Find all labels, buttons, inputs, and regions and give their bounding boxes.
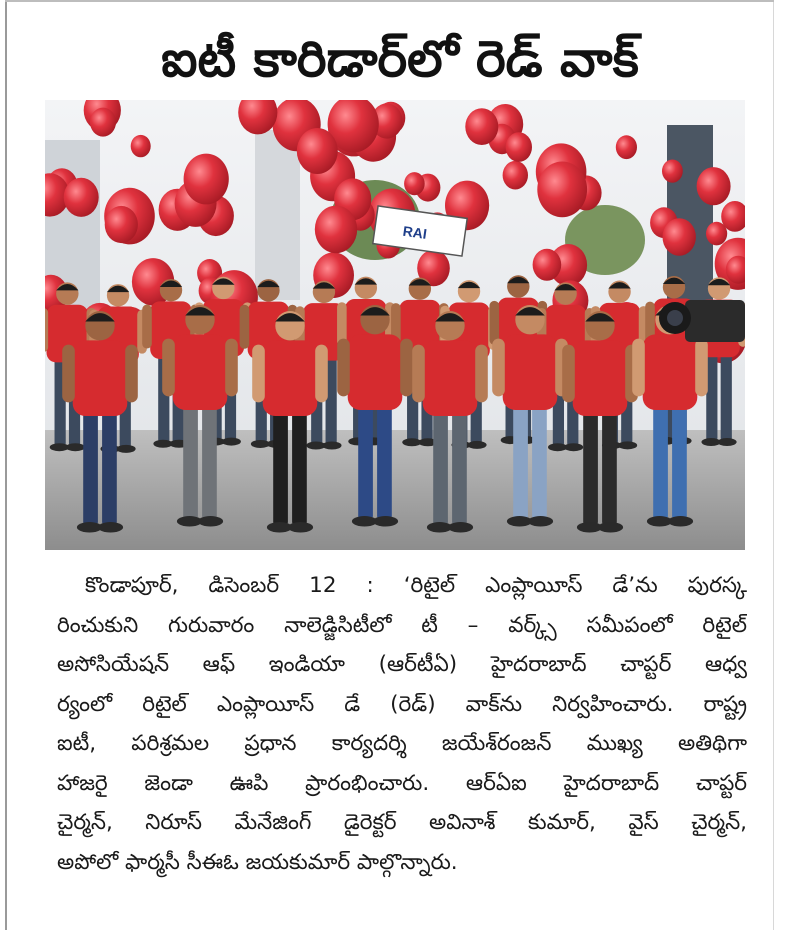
person-shoe bbox=[98, 522, 123, 533]
person-arm bbox=[142, 305, 152, 349]
person-arm bbox=[632, 339, 645, 397]
person-leg bbox=[377, 405, 392, 521]
red-balloon bbox=[315, 206, 357, 254]
red-walk-photo-illustration bbox=[45, 100, 745, 550]
banner-text: RAI bbox=[401, 222, 428, 242]
person-shoe bbox=[618, 441, 637, 449]
red-balloon bbox=[131, 135, 151, 157]
person-shoe bbox=[322, 441, 341, 449]
person-leg bbox=[433, 411, 448, 527]
red-balloon bbox=[506, 132, 532, 162]
person-shoe bbox=[116, 445, 135, 453]
article-line: కొండాపూర్, డిసెంబర్ 12 : ‘రిటైల్ ఎంప్లాయీస్ డే’ను పురస్క bbox=[85, 573, 747, 598]
person-arm bbox=[45, 308, 48, 352]
person-arm bbox=[337, 339, 350, 397]
person-arm bbox=[492, 339, 505, 397]
red-balloon bbox=[64, 178, 99, 217]
person-arm bbox=[252, 345, 265, 403]
person-arm bbox=[225, 339, 238, 397]
person-leg bbox=[102, 411, 117, 527]
person-leg bbox=[452, 411, 467, 527]
person-shoe bbox=[564, 443, 583, 451]
person-shirt bbox=[173, 334, 228, 410]
person-leg bbox=[83, 411, 98, 527]
person-leg bbox=[653, 405, 668, 521]
person-leg bbox=[513, 405, 528, 521]
red-balloon bbox=[184, 154, 229, 205]
person-leg bbox=[721, 353, 732, 441]
person-shoe bbox=[528, 516, 553, 527]
article-line: చైర్మన్, నిరూస్ మేనేజింగ్ డైరెక్టర్ అవినాశ్ కుమార్, వైస్ చైర్మన్, bbox=[57, 810, 747, 835]
person-leg bbox=[273, 411, 288, 527]
person-shoe bbox=[448, 522, 473, 533]
article-line: అసోసియేషన్ ఆఫ్ ఇండియా (ఆర్‌టీఏ) హైదరాబాద్ చాప్టర్ ఆధ్వ bbox=[57, 652, 747, 677]
person-leg bbox=[602, 411, 617, 527]
person-leg bbox=[583, 411, 598, 527]
red-balloon bbox=[404, 172, 425, 195]
person-leg bbox=[183, 405, 198, 521]
person-shoe bbox=[66, 443, 85, 451]
person-arm bbox=[315, 345, 328, 403]
red-balloon bbox=[706, 222, 727, 246]
red-balloon bbox=[537, 162, 587, 218]
person-leg bbox=[292, 411, 307, 527]
top-border-rule bbox=[5, 0, 774, 2]
person-shirt bbox=[503, 334, 558, 410]
person-shoe bbox=[598, 522, 623, 533]
person-shirt bbox=[423, 340, 478, 416]
person-shoe bbox=[717, 438, 736, 446]
person-shirt bbox=[73, 340, 128, 416]
article-line: ఐటీ, పరిశ్రమల ప్రధాన కార్యదర్శి జయేశ్‌రంజన్ ముఖ్య అతిథిగా bbox=[57, 731, 747, 756]
headline: ఐటీ కారిడార్‌లో రెడ్ వాక్ bbox=[161, 30, 639, 88]
person-shirt bbox=[573, 340, 628, 416]
article-line: హాజరై జెండా ఊపి ప్రారంభించారు. ఆర్‌ఏఐ హైదరాబాద్ చాప్టర్ bbox=[57, 770, 747, 796]
person-arm bbox=[695, 339, 708, 397]
red-balloon bbox=[663, 218, 696, 256]
article-line: రించుకుని గురువారం నాలెడ్జిసిటీలో టీ – వర్క్స్ సమీపంలో రిటైల్ bbox=[57, 612, 747, 638]
person-shoe bbox=[222, 438, 241, 446]
red-balloon bbox=[533, 249, 562, 281]
red-balloon bbox=[697, 167, 731, 205]
person-shoe bbox=[668, 516, 693, 527]
person-shirt bbox=[348, 334, 403, 410]
right-border-rule bbox=[773, 0, 774, 930]
left-border-rule bbox=[5, 0, 7, 930]
news-photo bbox=[45, 100, 745, 550]
article-line: ర్యంలో రిటైల్ ఎంప్లాయీస్ డే (రెడ్) వాక్‌ను నిర్వహించారు. రాష్ట్ర bbox=[57, 691, 747, 717]
red-balloon bbox=[503, 161, 528, 190]
person-arm bbox=[412, 345, 425, 403]
person-shoe bbox=[467, 441, 486, 449]
red-balloon bbox=[90, 108, 116, 137]
red-balloon bbox=[616, 135, 637, 159]
person-arm bbox=[562, 345, 575, 403]
road bbox=[45, 430, 745, 550]
red-balloon bbox=[465, 108, 498, 145]
red-balloon bbox=[105, 206, 138, 243]
person-leg bbox=[358, 405, 373, 521]
person-leg bbox=[202, 405, 217, 521]
person-leg bbox=[532, 405, 547, 521]
person-shirt bbox=[263, 340, 318, 416]
person-arm bbox=[125, 345, 138, 403]
person-arm bbox=[162, 339, 175, 397]
person-arm bbox=[240, 305, 250, 349]
article-line: అపోలో ఫార్మసీ సీఈఓ జయకుమార్ పాల్గొన్నారు. bbox=[57, 849, 458, 875]
person-arm bbox=[400, 339, 413, 397]
person-arm bbox=[475, 345, 488, 403]
person-arm bbox=[62, 345, 75, 403]
red-balloon bbox=[662, 160, 683, 183]
person-leg bbox=[706, 353, 717, 441]
person-shoe bbox=[288, 522, 313, 533]
building-mid bbox=[255, 130, 300, 300]
person-shoe bbox=[373, 516, 398, 527]
person-leg bbox=[672, 405, 687, 521]
person-shirt bbox=[643, 334, 698, 410]
person-shoe bbox=[198, 516, 223, 527]
article-body bbox=[57, 566, 747, 882]
red-balloon bbox=[297, 128, 338, 174]
person-arm bbox=[490, 301, 500, 345]
